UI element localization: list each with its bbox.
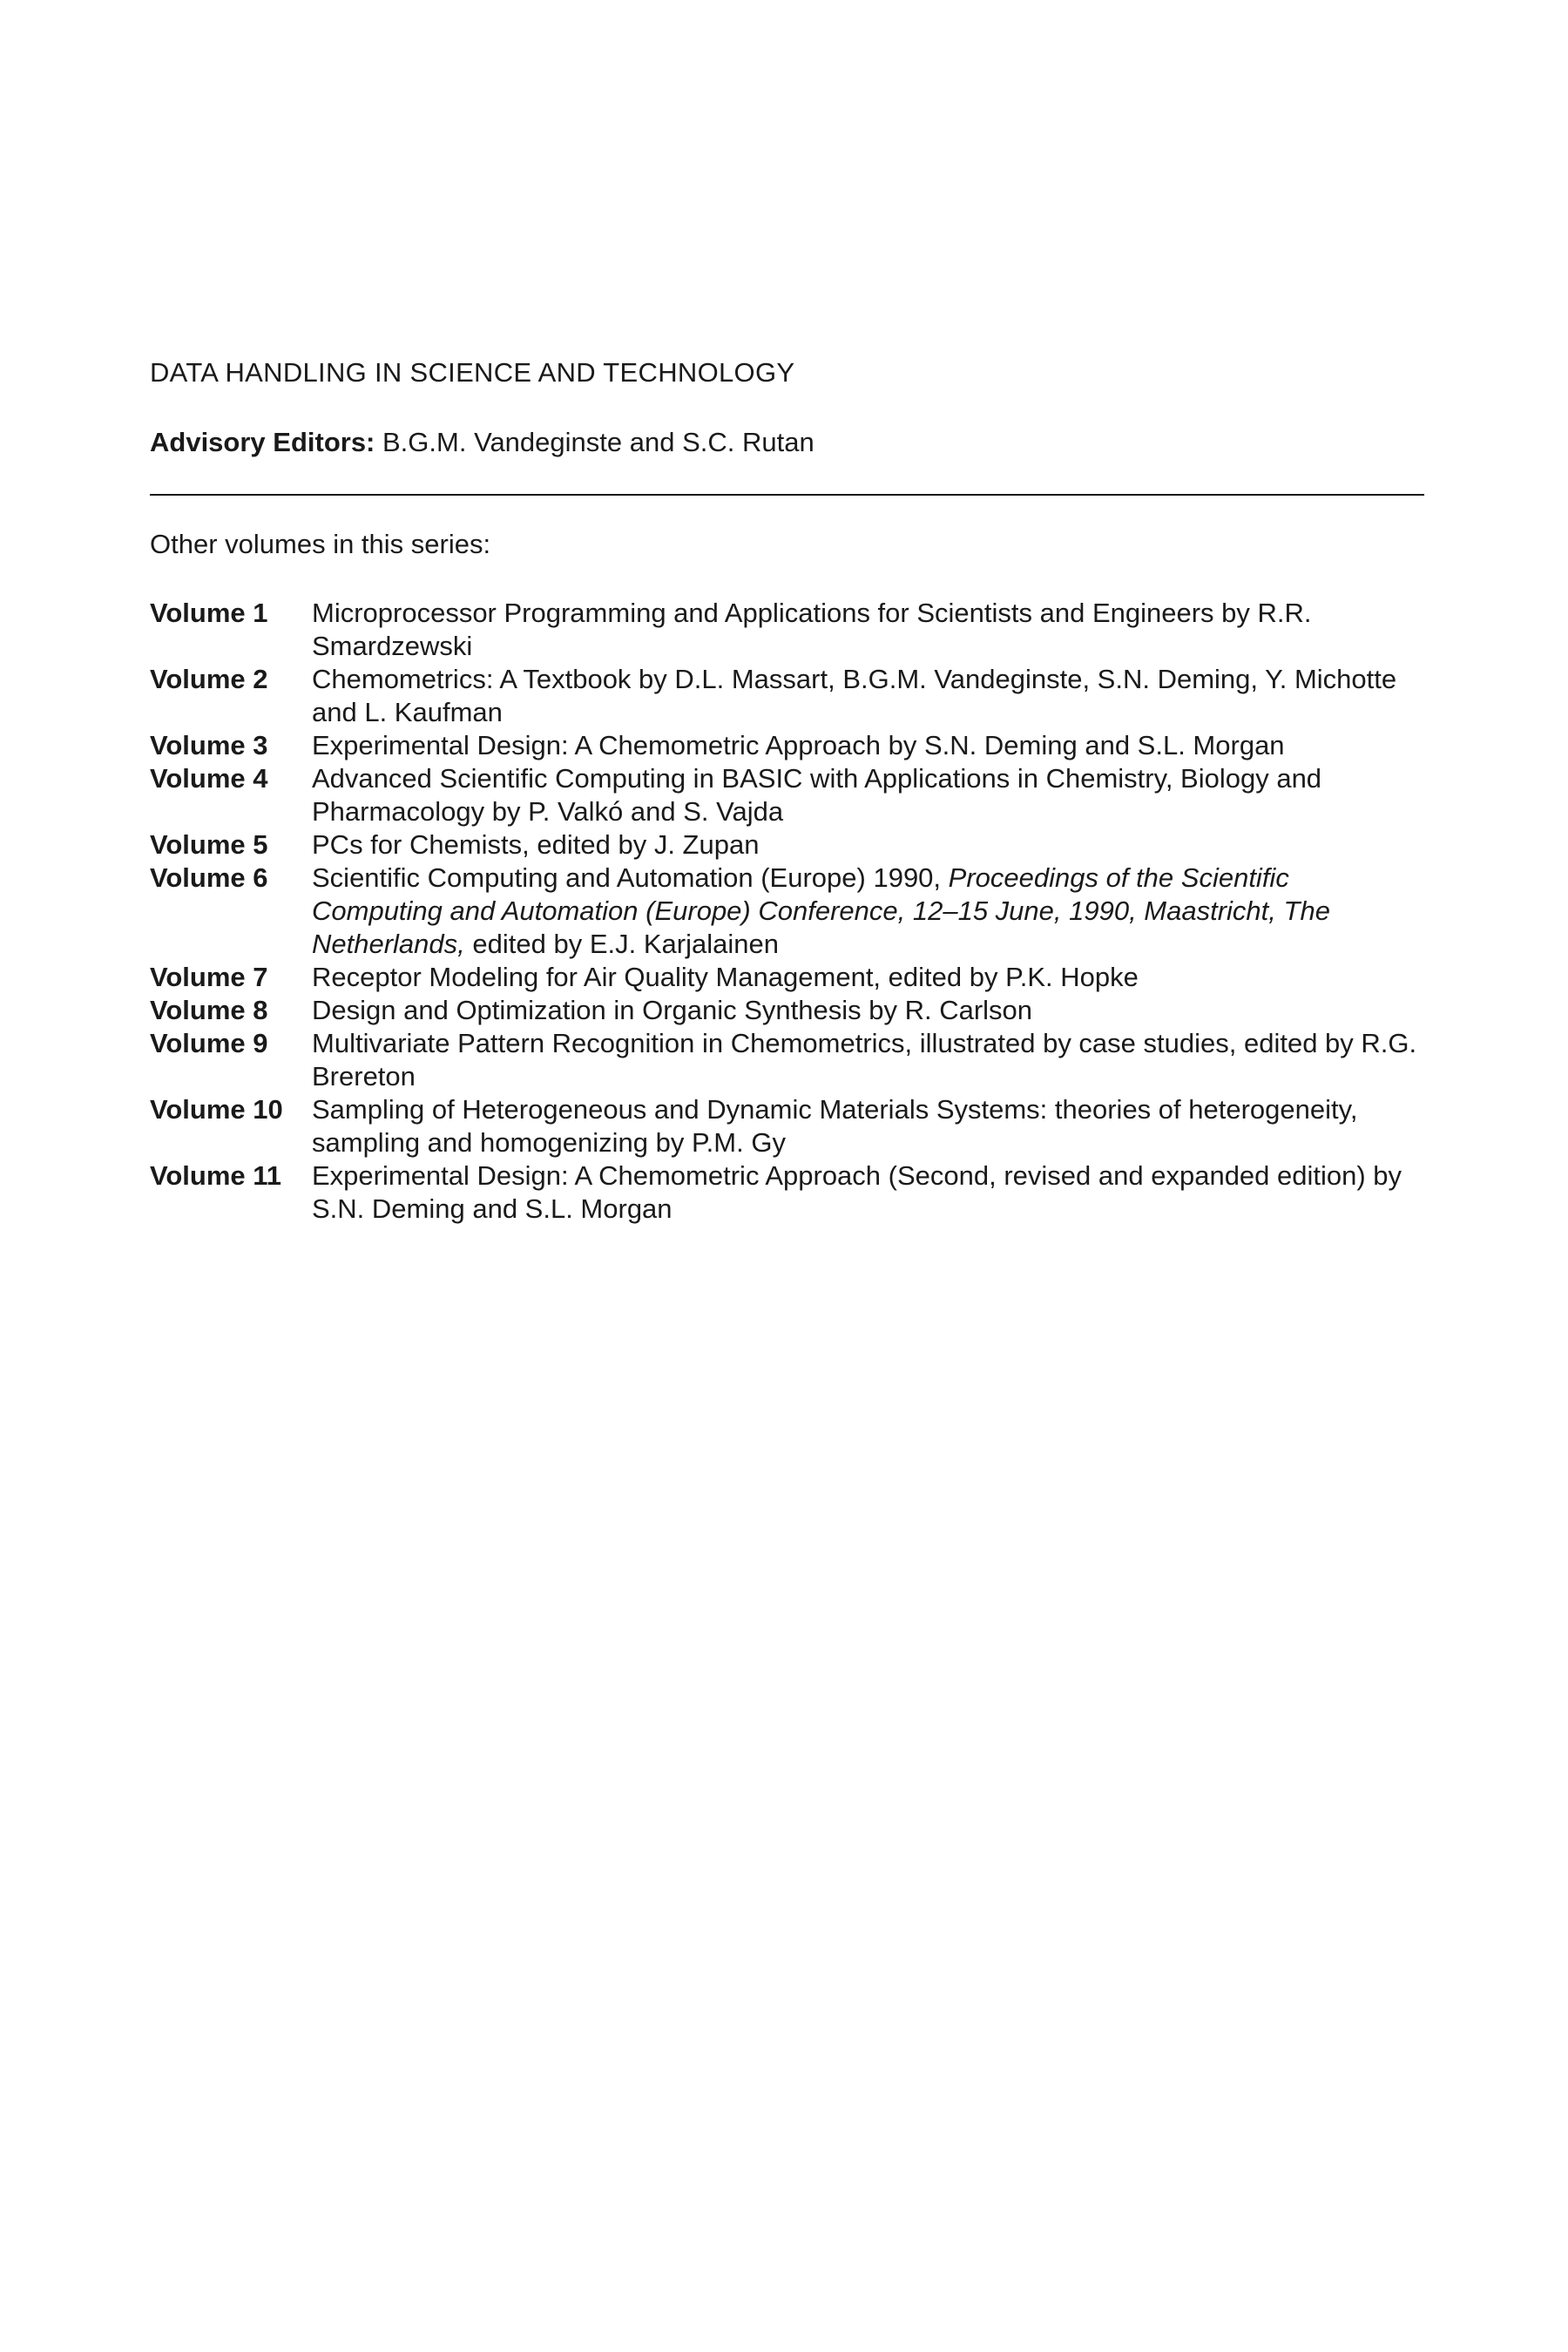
volume-number: Volume 3 xyxy=(150,730,268,760)
volume-description: Advanced Scientific Computing in BASIC with Applications in Chemistry, Biology and Pharmacology by P. Valkó and S. Vajda xyxy=(312,763,1322,827)
volume-row xyxy=(150,597,1439,663)
volume-row xyxy=(150,862,1439,961)
volume-number: Volume 9 xyxy=(150,1028,268,1058)
volume-number: Volume 2 xyxy=(150,664,268,694)
volume-row xyxy=(150,729,1439,762)
volume-description-italic: Proceedings of the Scientific Computing and Automation (Europe) Conference, 12–15 June, 1990, Maastricht, The Netherlands, xyxy=(312,862,1330,959)
volume-number: Volume 11 xyxy=(150,1160,282,1191)
volume-number: Volume 1 xyxy=(150,598,268,628)
advisory-editors-names: B.G.M. Vandeginste and S.C. Rutan xyxy=(375,427,814,457)
horizontal-rule xyxy=(150,494,1424,496)
volume-row xyxy=(150,1027,1439,1093)
volume-description-plain-end: edited by E.J. Karjalainen xyxy=(464,929,779,959)
volume-number: Volume 8 xyxy=(150,995,268,1025)
volume-description: Design and Optimization in Organic Synthesis by R. Carlson xyxy=(312,995,1033,1025)
volume-number: Volume 10 xyxy=(150,1094,283,1125)
advisory-editors-label: Advisory Editors: xyxy=(150,427,375,457)
volume-description: Chemometrics: A Textbook by D.L. Massart, B.G.M. Vandeginste, S.N. Deming, Y. Michotte and L. Kaufman xyxy=(312,664,1397,727)
volume-description: Sampling of Heterogeneous and Dynamic Materials Systems: theories of heterogeneity, sampling and homogenizing by P.M. Gy xyxy=(312,1094,1358,1158)
other-volumes-heading: Other volumes in this series: xyxy=(150,529,491,559)
volume-description: Microprocessor Programming and Applications for Scientists and Engineers by R.R. Smardzewski xyxy=(312,598,1312,661)
volume-row xyxy=(150,1093,1439,1159)
volume-row xyxy=(150,828,1439,862)
volume-description: Receptor Modeling for Air Quality Management, edited by P.K. Hopke xyxy=(312,962,1139,992)
volume-number: Volume 6 xyxy=(150,862,268,893)
advisory-editors xyxy=(150,427,814,458)
volume-number: Volume 4 xyxy=(150,763,268,794)
volume-row xyxy=(150,762,1439,828)
volume-description: Multivariate Pattern Recognition in Chemometrics, illustrated by case studies, edited by R.G. Brereton xyxy=(312,1028,1417,1092)
volume-row xyxy=(150,994,1439,1027)
volume-description: Experimental Design: A Chemometric Approach (Second, revised and expanded edition) by S.N. Deming and S.L. Morgan xyxy=(312,1160,1402,1224)
volume-row xyxy=(150,663,1439,729)
volume-row xyxy=(150,961,1439,994)
series-title: DATA HANDLING IN SCIENCE AND TECHNOLOGY xyxy=(150,357,795,388)
volume-description: Experimental Design: A Chemometric Approach by S.N. Deming and S.L. Morgan xyxy=(312,730,1285,760)
volume-description: PCs for Chemists, edited by J. Zupan xyxy=(312,829,760,860)
volume-description xyxy=(312,862,1427,961)
volume-description-plain: Scientific Computing and Automation (Europe) 1990, xyxy=(312,862,949,893)
volume-list xyxy=(150,597,1439,1226)
volume-number: Volume 7 xyxy=(150,962,268,992)
volume-number: Volume 5 xyxy=(150,829,268,860)
volume-row xyxy=(150,1159,1439,1226)
